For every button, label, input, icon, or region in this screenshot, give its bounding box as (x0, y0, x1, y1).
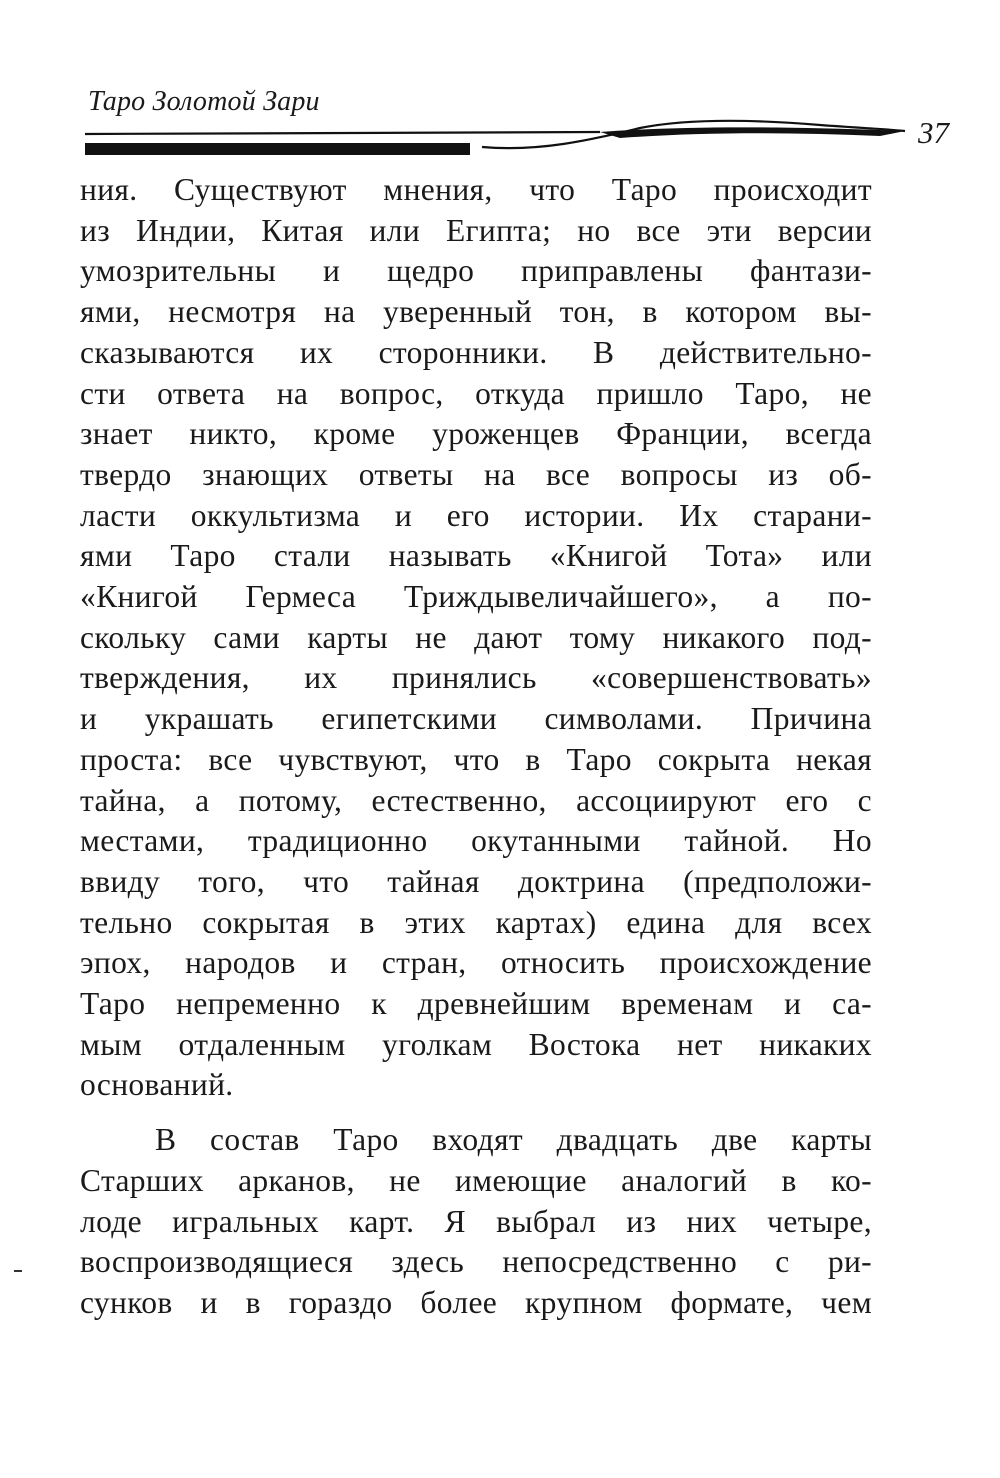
text-line: знает никто, кроме уроженцев Франции, всегда (80, 416, 872, 452)
text-line: тайна, а потому, естественно, ассоциируют его с (80, 782, 872, 818)
header-rule-swash-taper (600, 127, 905, 138)
text-line: ввиду того, что тайная доктрина (предположи- (80, 863, 872, 899)
scan-mark (14, 1270, 22, 1272)
text-line: тверждения, их принялись «совершенствовать» (80, 660, 872, 696)
page-number: 37 (918, 115, 949, 150)
text-line: ями Таро стали называть «Книгой Тота» или (80, 538, 872, 574)
text-line: воспроизводящиеся здесь непосредственно с ри- (80, 1244, 872, 1280)
text-line: лоде игральных карт. Я выбрал из них четыре, (80, 1203, 872, 1239)
text-line: скольку сами карты не дают тому никакого под- (80, 619, 872, 655)
paragraph-gap (80, 1106, 872, 1120)
text-line: «Книгой Гермеса Триждывеличайшего», а по- (80, 579, 872, 615)
text-line: сказываются их сторонники. В действительно- (80, 334, 872, 370)
header-rule (0, 0, 1000, 170)
text-line: сти ответа на вопрос, откуда пришло Таро, не (80, 375, 872, 411)
text-line: мым отдаленным уголкам Востока нет никаких (80, 1026, 872, 1062)
text-line: оснований. (80, 1067, 234, 1103)
text-line: В состав Таро входят двадцать две карты (155, 1122, 872, 1158)
text-line: тельно сокрытая в этих картах) едина для всех (80, 904, 872, 940)
running-head: Таро Золотой Зари (88, 86, 320, 117)
paragraph-1 (80, 170, 872, 1106)
text-line: эпох, народов и стран, относить происхождение (80, 945, 872, 981)
text-line: ями, несмотря на уверенный тон, в котором вы- (80, 294, 872, 330)
text-line: местами, традиционно окутанными тайной. Но (80, 823, 872, 859)
text-line: сунков и в гораздо более крупном формате, чем (80, 1284, 872, 1320)
text-line: и украшать египетскими символами. Причина (80, 701, 872, 737)
header-rule-thick-bar (85, 143, 470, 155)
text-line: Таро непременно к древнейшим временам и са- (80, 986, 872, 1022)
text-line: умозрительны и щедро приправлены фантази- (80, 253, 872, 289)
text-line: Старших арканов, не имеющие аналогий в ко- (80, 1162, 872, 1198)
paragraph-2 (80, 1120, 872, 1324)
text-line: из Индии, Китая или Египта; но все эти версии (80, 212, 872, 248)
text-line: ния. Существуют мнения, что Таро происходит (80, 172, 872, 207)
header-rule-thin-line (85, 132, 600, 134)
text-line: проста: все чувствуют, что в Таро сокрыта некая (80, 741, 872, 777)
body-text (80, 170, 872, 1324)
text-line: ласти оккультизма и его истории. Их старани- (80, 497, 872, 533)
text-line: твердо знающих ответы на все вопросы из об- (80, 456, 872, 492)
